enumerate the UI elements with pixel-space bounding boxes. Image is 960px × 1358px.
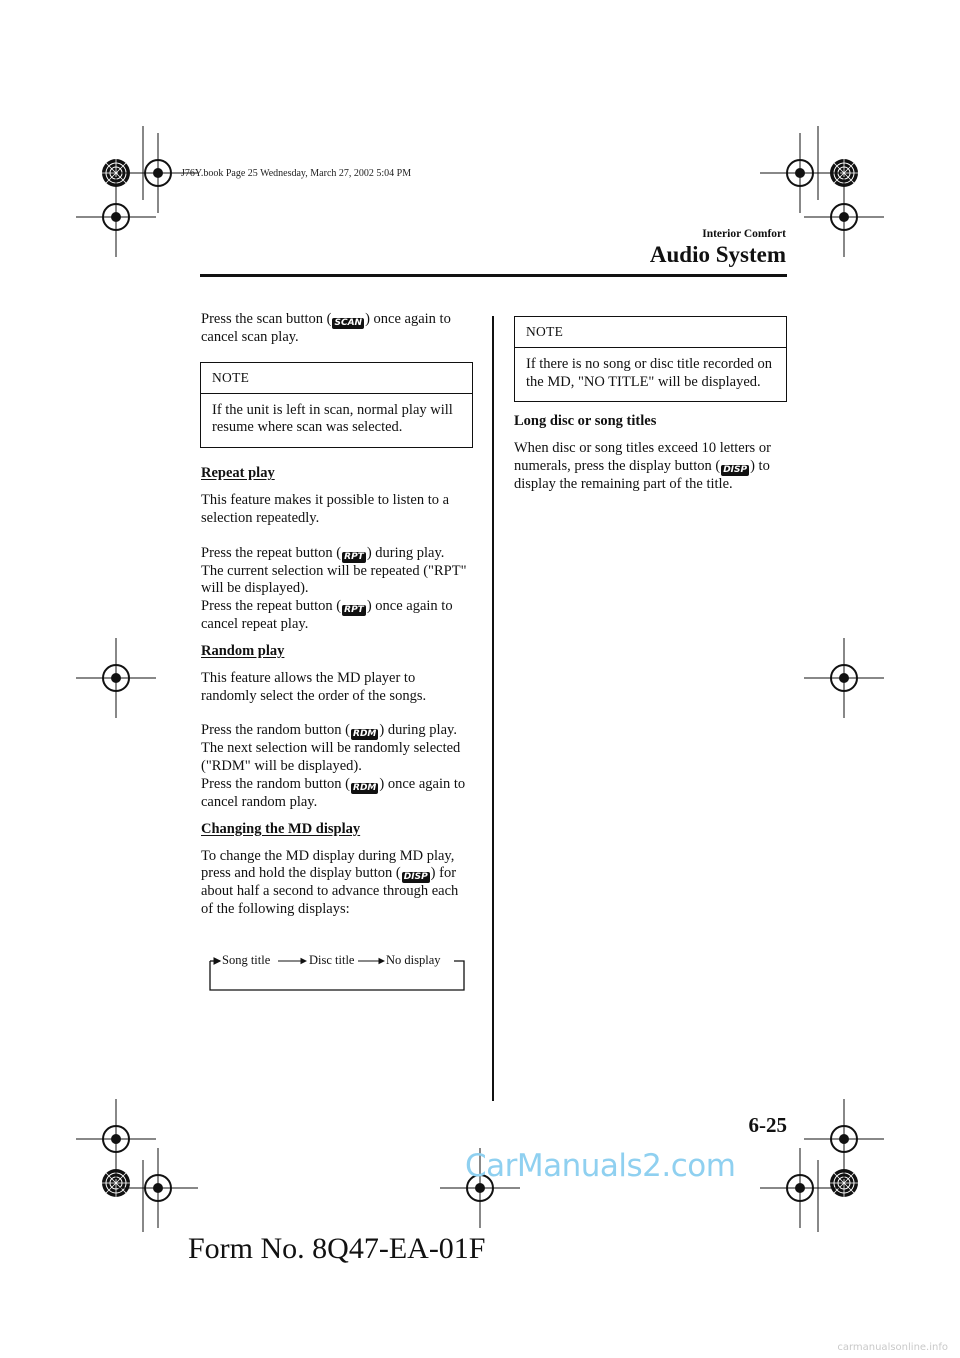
repeat-button-icon: RPT xyxy=(344,551,364,562)
cycle-disc-title: Disc title xyxy=(309,953,355,967)
note-body: If there is no song or disc title recorded on the MD, "NO TITLE" will be displayed. xyxy=(526,355,773,390)
note-box-scan xyxy=(200,362,473,448)
random-button-icon: RDM xyxy=(353,782,377,793)
random-cancel: Press the random button ( RDM ) once again to cancel random play. xyxy=(201,775,466,810)
note-title: NOTE xyxy=(515,317,786,348)
long-titles-text: When disc or song titles exceed 10 letters or numerals, press the display button ( DISP ) to display the remaining part of the title. xyxy=(514,440,771,492)
scan-cancel-text: Press the scan button ( SCAN ) once again to cancel scan play. xyxy=(201,311,451,345)
note-title: NOTE xyxy=(201,363,472,394)
site-watermark: carmanualsonline.info xyxy=(837,1342,948,1353)
heading-random-play: Random play xyxy=(201,642,285,659)
right-column xyxy=(514,316,787,494)
watermark: CarManuals2.com xyxy=(465,1148,736,1184)
note-box-no-title xyxy=(514,316,787,402)
random-instructions: Press the random button ( RDM ) during play. The next selection will be randomly selected ("RDM" will be displayed). xyxy=(201,722,461,775)
cycle-song-title: Song title xyxy=(222,953,271,967)
scan-button-icon: SCAN xyxy=(334,318,363,328)
repeat-intro: This feature makes it possible to listen to a selection repeatedly. xyxy=(201,491,450,526)
form-number: Form No. 8Q47-EA-01F xyxy=(188,1232,486,1265)
repeat-button-icon: RPT xyxy=(344,605,364,616)
heading-long-titles: Long disc or song titles xyxy=(514,413,657,430)
section-label: Interior Comfort xyxy=(702,228,786,240)
cycle-no-display: No display xyxy=(386,953,441,967)
header-rule xyxy=(200,274,787,277)
column-divider xyxy=(492,316,494,1101)
heading-repeat-play: Repeat play xyxy=(201,465,275,482)
repeat-result: The current selection will be repeated ("RPT" will be displayed). xyxy=(201,562,467,597)
file-info: J76Y.book Page 25 Wednesday, March 27, 2002 5:04 PM xyxy=(181,168,412,179)
random-button-icon: RDM xyxy=(353,729,377,740)
heading-changing-md-display: Changing the MD display xyxy=(201,820,361,837)
display-cycle-diagram xyxy=(208,948,465,991)
left-column xyxy=(201,311,473,919)
note-body: If the unit is left in scan, normal play will resume where scan was selected. xyxy=(212,401,453,436)
page-number: 6-25 xyxy=(748,1113,787,1137)
repeat-cancel: Press the repeat button ( RPT ) once again to cancel repeat play. xyxy=(201,598,453,633)
display-button-icon: DISP xyxy=(723,464,748,475)
repeat-instructions: Press the repeat button ( RPT ) during play. xyxy=(201,544,445,562)
display-button-icon: DISP xyxy=(403,872,428,883)
random-intro: This feature allows the MD player to randomly select the order of the songs. xyxy=(201,669,427,704)
md-display-instructions: To change the MD display during MD play, press and hold the display button ( DISP ) for about half a second to advance through each of the following displays: xyxy=(201,847,459,918)
page-title: Audio System xyxy=(649,242,786,267)
